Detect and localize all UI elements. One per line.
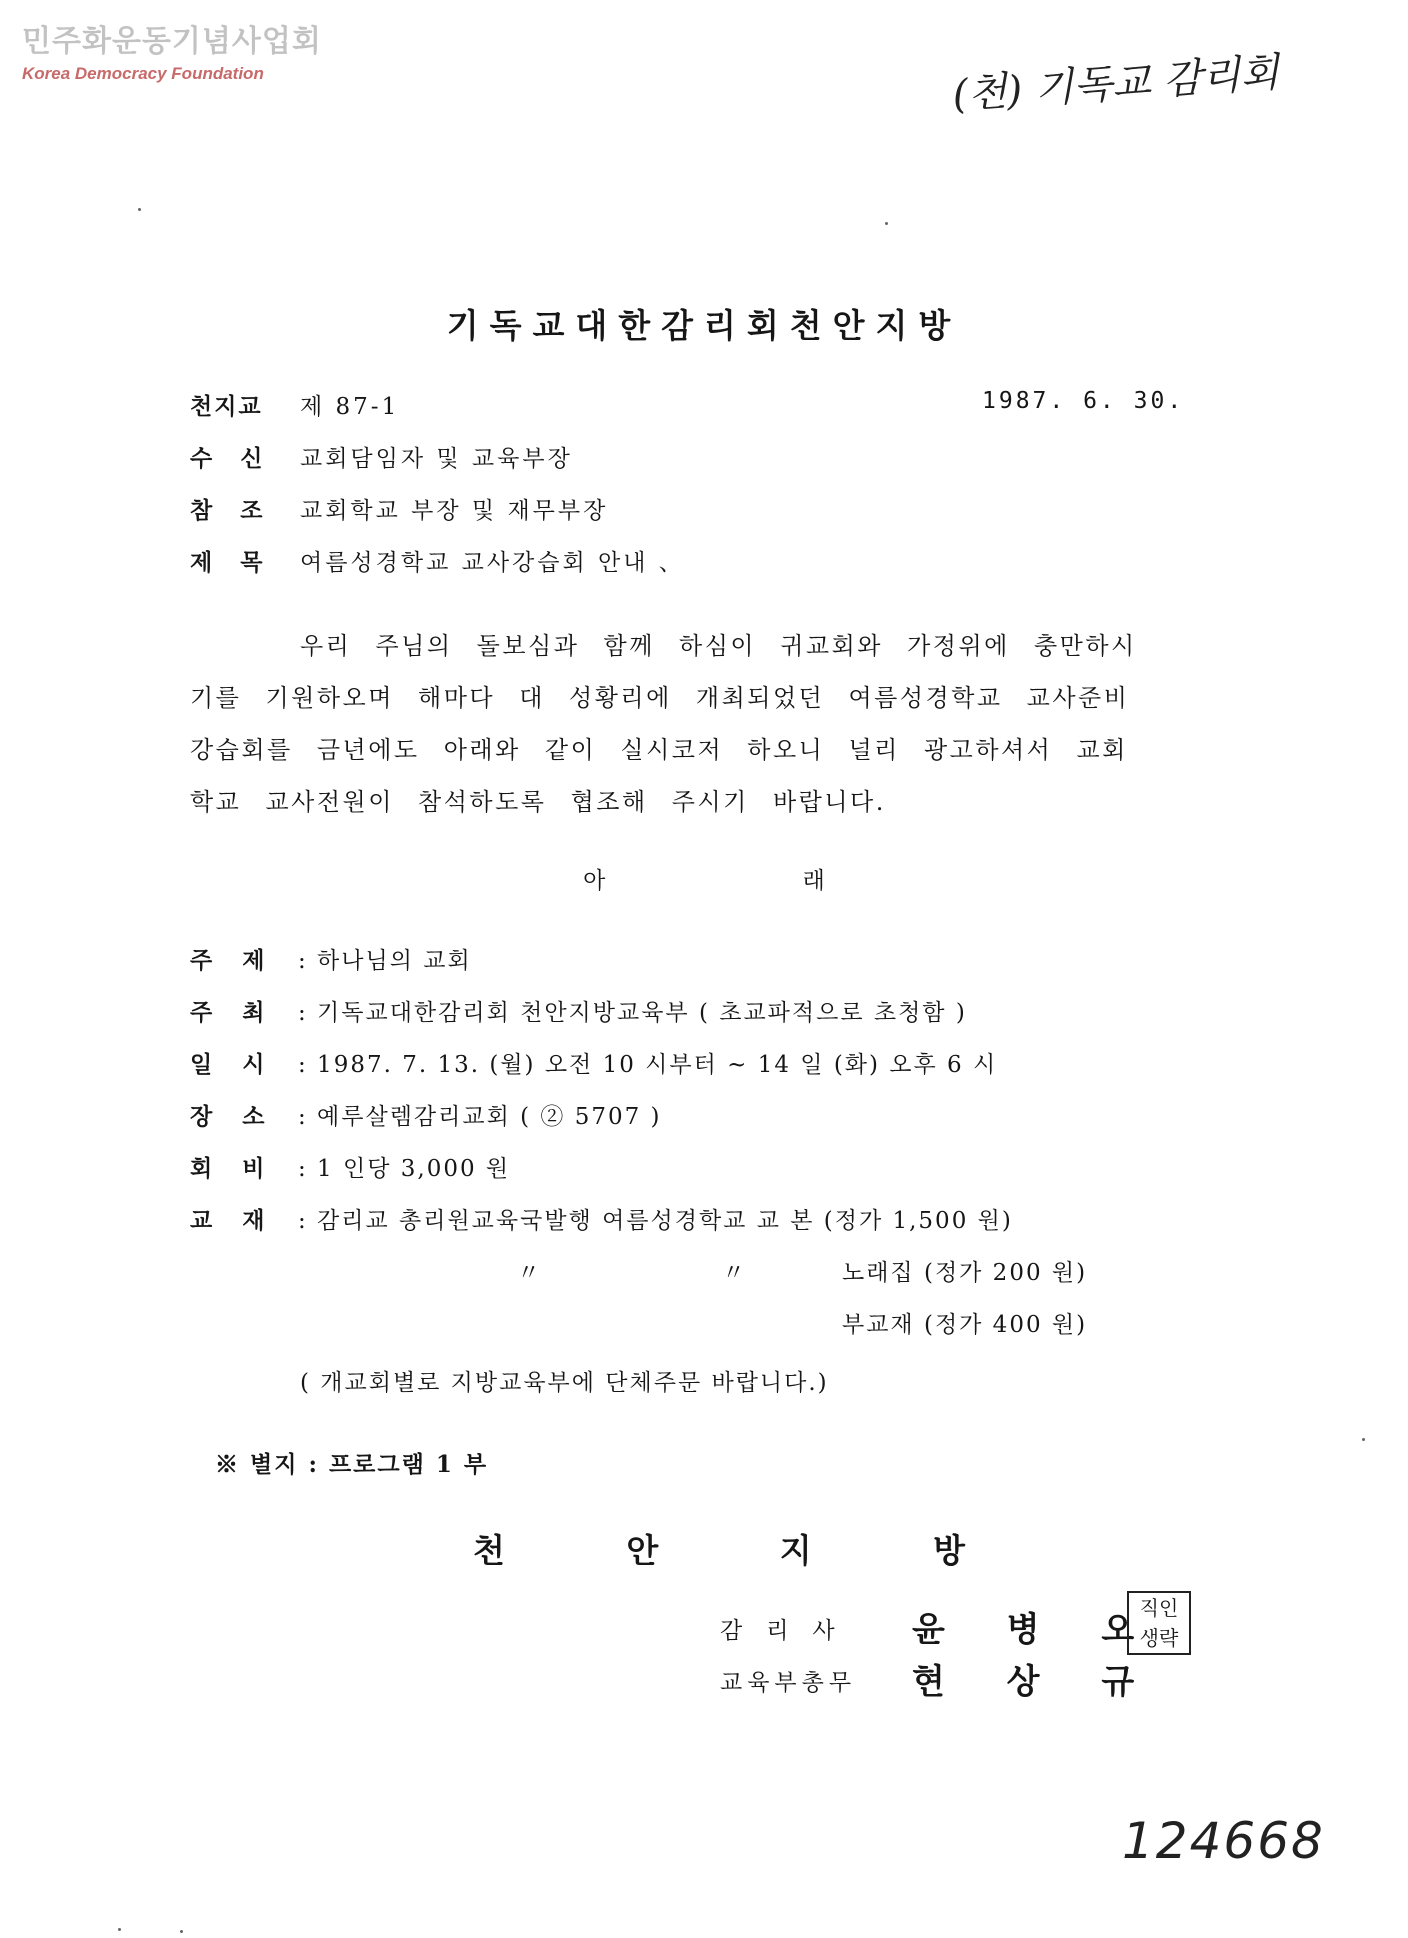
- item-theme: [190, 942, 472, 975]
- scan-speck: [885, 222, 888, 225]
- doc-date: 1987. 6. 30.: [982, 388, 1185, 414]
- scan-speck: [1362, 1438, 1365, 1441]
- item-label: 회 비: [190, 1155, 267, 1182]
- item-host: [190, 994, 967, 1027]
- item-value: : 기독교대한감리회 천안지방교육부 ( 초교파적으로 초청함 ): [298, 1000, 967, 1026]
- item-place: [190, 1098, 662, 1131]
- handwritten-archive-number: 124668: [1122, 1812, 1325, 1870]
- item-label: 일 시: [190, 1051, 267, 1078]
- stamp-line: 직인: [1139, 1596, 1179, 1620]
- body-line: 기를 기원하오며 해마다 대 성황리에 개최되었던 여름성경학교 교사준비: [190, 684, 1130, 712]
- order-note: ( 개교회별로 지방교육부에 단체주문 바랍니다.): [300, 1370, 829, 1396]
- signer-role: 교육부총무: [720, 1670, 857, 1696]
- scan-speck: [180, 1930, 183, 1933]
- notice-heading: 아 래: [583, 868, 825, 894]
- item-label: 장 소: [190, 1103, 267, 1130]
- watermark-korean: 민주화운동기념사업회: [22, 24, 322, 59]
- textbook-songbook: 노래집 (정가 200 원): [842, 1260, 1088, 1286]
- seal-omitted-stamp: [1127, 1591, 1191, 1655]
- doc-number-value: 제 87-1: [300, 394, 400, 420]
- body-line: 우리 주님의 돌보심과 함께 하심이 귀교회와 가정위에 충만하시: [300, 632, 1137, 660]
- item-value: : 감리교 총리원교육국발행 여름성경학교 교 본 (정가 1,500 원): [298, 1208, 1013, 1234]
- signer-role: 감리사: [720, 1618, 859, 1644]
- item-label: 교 재: [190, 1207, 267, 1234]
- item-datetime: [190, 1046, 997, 1079]
- item-textbook: [190, 1202, 1013, 1235]
- scan-speck: [118, 1928, 121, 1931]
- header-subject: [190, 544, 685, 577]
- ditto-mark: 〃: [722, 1260, 747, 1286]
- header-reference: [190, 492, 608, 525]
- header-label: 제 목: [190, 549, 266, 576]
- item-value: : 하나님의 교회: [298, 948, 472, 974]
- header-value: 교회학교 부장 및 재무부장: [300, 498, 609, 524]
- signer-name: 윤 병 오: [912, 1610, 1135, 1650]
- doc-number-label: 천지교: [190, 393, 263, 420]
- ditto-mark: 〃: [517, 1260, 542, 1286]
- item-label: 주 제: [190, 947, 267, 974]
- header-label: 참 조: [190, 497, 266, 524]
- textbook-supplementary: 부교재 (정가 400 원): [842, 1312, 1088, 1338]
- signer-name: 현 상 규: [912, 1662, 1135, 1702]
- handwritten-note: (천) 기독교 감리회: [951, 49, 1281, 119]
- body-line: 학교 교사전원이 참석하도록 협조해 주시기 바랍니다.: [190, 788, 886, 816]
- header-value: 여름성경학교 교사강습회 안내 、: [300, 550, 685, 576]
- header-value: 교회담임자 및 교육부장: [300, 446, 573, 472]
- header-label: 수 신: [190, 445, 266, 472]
- body-line: 강습회를 금년에도 아래와 같이 실시코저 하오니 널리 광고하셔서 교회: [190, 736, 1128, 764]
- sender-district: 천 안 지 방: [473, 1531, 965, 1570]
- item-label: 주 최: [190, 999, 267, 1026]
- stamp-line: 생략: [1139, 1626, 1179, 1650]
- item-value: : 1987. 7. 13. (월) 오전 10 시부터 ~ 14 일 (화) 오후 6 시: [298, 1052, 998, 1078]
- watermark-english: Korea Democracy Foundation: [22, 64, 264, 83]
- item-value: : 예루살렘감리교회 ( ② 5707 ): [298, 1104, 662, 1130]
- doc-number: [190, 388, 399, 421]
- item-value: : 1 인당 3,000 원: [298, 1156, 511, 1182]
- header-recipient: [190, 440, 573, 473]
- scan-speck: [138, 208, 141, 211]
- document-title: 기독교대한감리회천안지방: [446, 306, 962, 345]
- item-fee: [190, 1150, 510, 1183]
- attachment-note: ※ 별지 : 프로그램 1 부: [215, 1451, 489, 1478]
